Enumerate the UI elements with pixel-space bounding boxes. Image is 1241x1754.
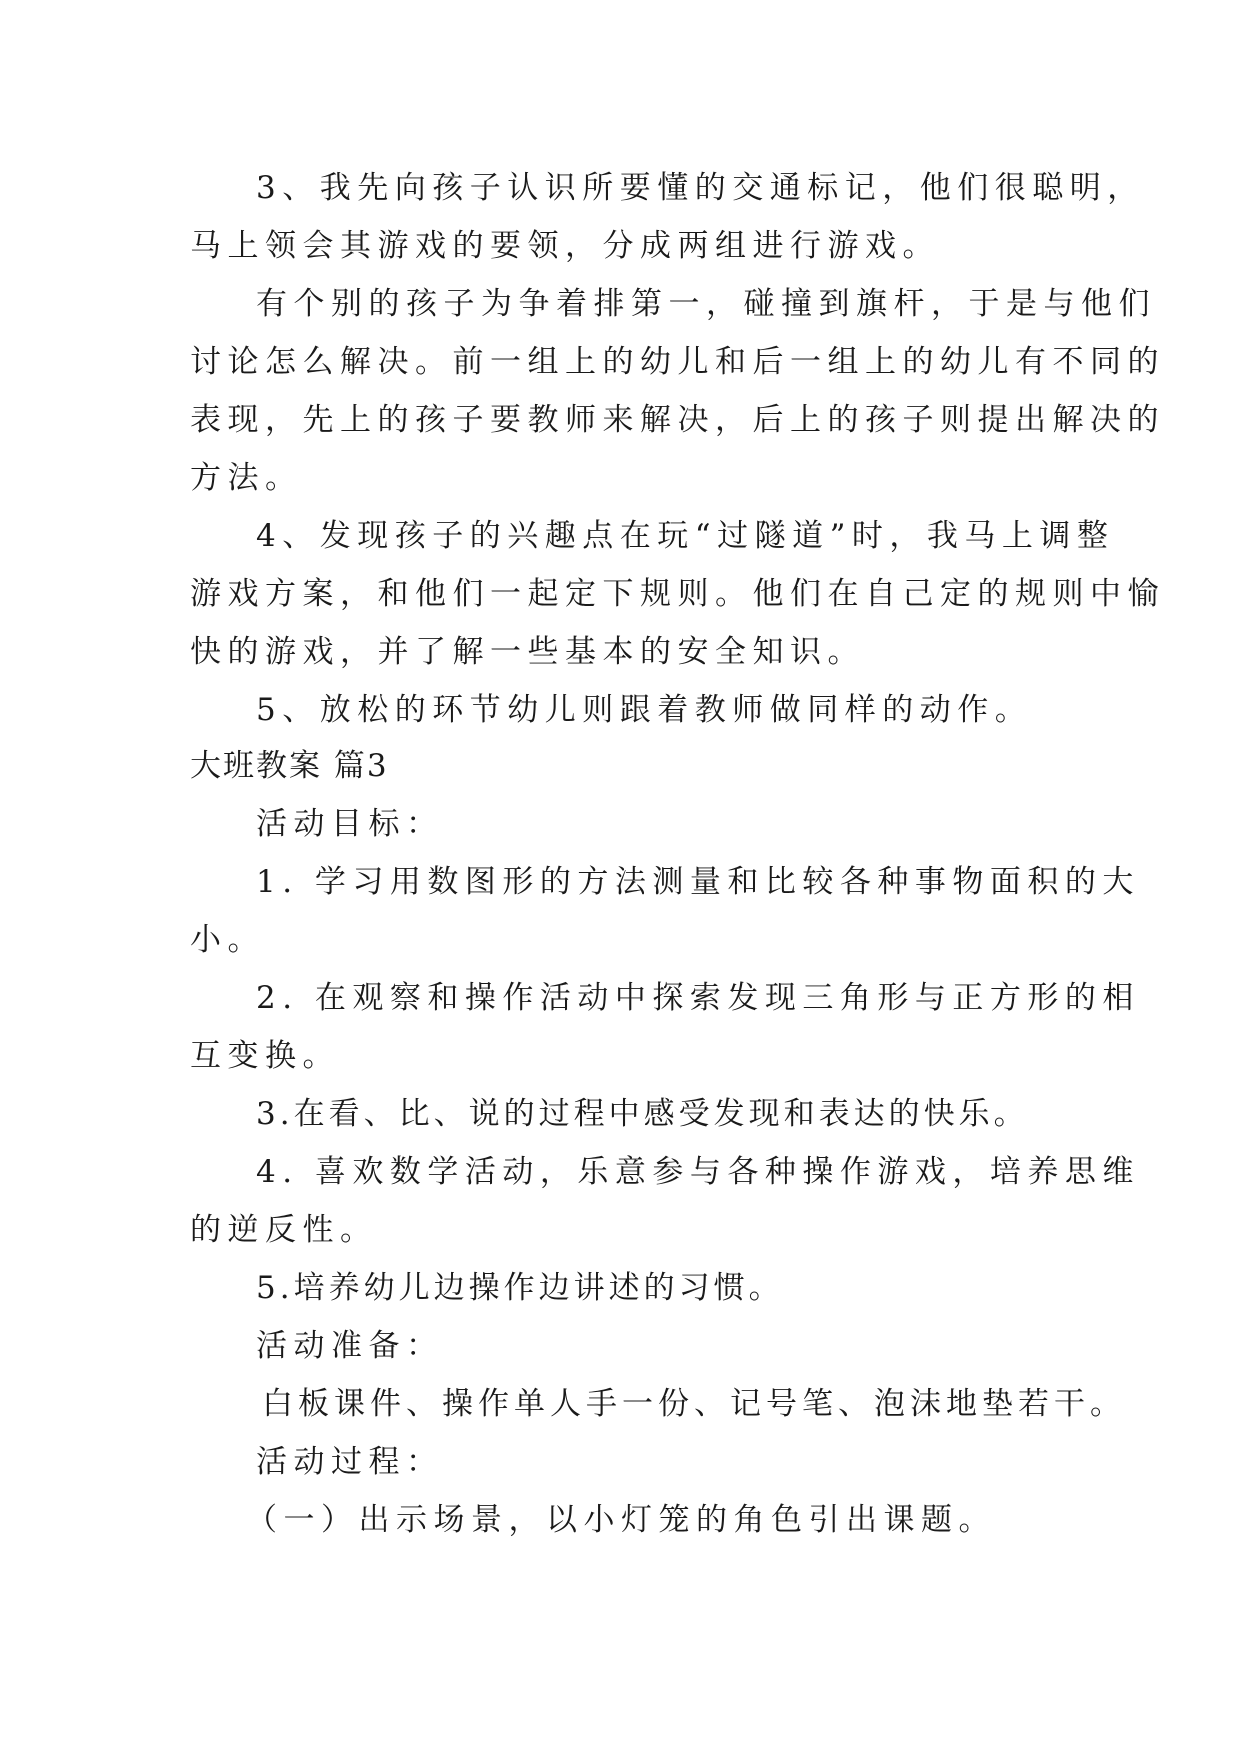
- paragraph-line: 方法。: [190, 460, 303, 496]
- paragraph-line: 的逆反性。: [190, 1212, 378, 1248]
- paragraph-line: （一）出示场景，以小灯笼的角色引出课题。: [246, 1502, 996, 1538]
- subheading: 活动目标：: [256, 806, 444, 842]
- paragraph-line: 5、放松的环节幼儿则跟着教师做同样的动作。: [256, 692, 1033, 728]
- paragraph-line: 2. 在观察和操作活动中探索发现三角形与正方形的相: [256, 980, 1140, 1016]
- section-heading: 大班教案 篇3: [190, 748, 389, 784]
- paragraph-line: 小。: [190, 922, 265, 958]
- paragraph-line: 游戏方案，和他们一起定下规则。他们在自己定的规则中愉: [190, 576, 1165, 612]
- paragraph-line: 互变换。: [190, 1038, 340, 1074]
- paragraph-line: 4. 喜欢数学活动，乐意参与各种操作游戏，培养思维: [256, 1154, 1140, 1190]
- paragraph-line: 有个别的孩子为争着排第一，碰撞到旗杆，于是与他们: [256, 286, 1156, 322]
- paragraph-line: 白板课件、操作单人手一份、记号笔、泡沫地垫若干。: [262, 1386, 1126, 1422]
- paragraph-line: 表现，先上的孩子要教师来解决，后上的孩子则提出解决的: [190, 402, 1165, 438]
- paragraph-line: 3、我先向孩子认识所要懂的交通标记，他们很聪明，: [256, 170, 1145, 206]
- paragraph-line: 讨论怎么解决。前一组上的幼儿和后一组上的幼儿有不同的: [190, 344, 1165, 380]
- paragraph-line: 快的游戏，并了解一些基本的安全知识。: [190, 634, 865, 670]
- paragraph-line: 4、发现孩子的兴趣点在玩“过隧道”时，我马上调整: [256, 518, 1115, 554]
- subheading: 活动准备：: [256, 1328, 444, 1364]
- paragraph-line: 5.培养幼儿边操作边讲述的习惯。: [256, 1270, 784, 1306]
- paragraph-line: 3.在看、比、说的过程中感受发现和表达的快乐。: [256, 1096, 1029, 1132]
- paragraph-line: 马上领会其游戏的要领，分成两组进行游戏。: [190, 228, 940, 264]
- paragraph-line: 1. 学习用数图形的方法测量和比较各种事物面积的大: [256, 864, 1140, 900]
- subheading: 活动过程：: [256, 1444, 444, 1480]
